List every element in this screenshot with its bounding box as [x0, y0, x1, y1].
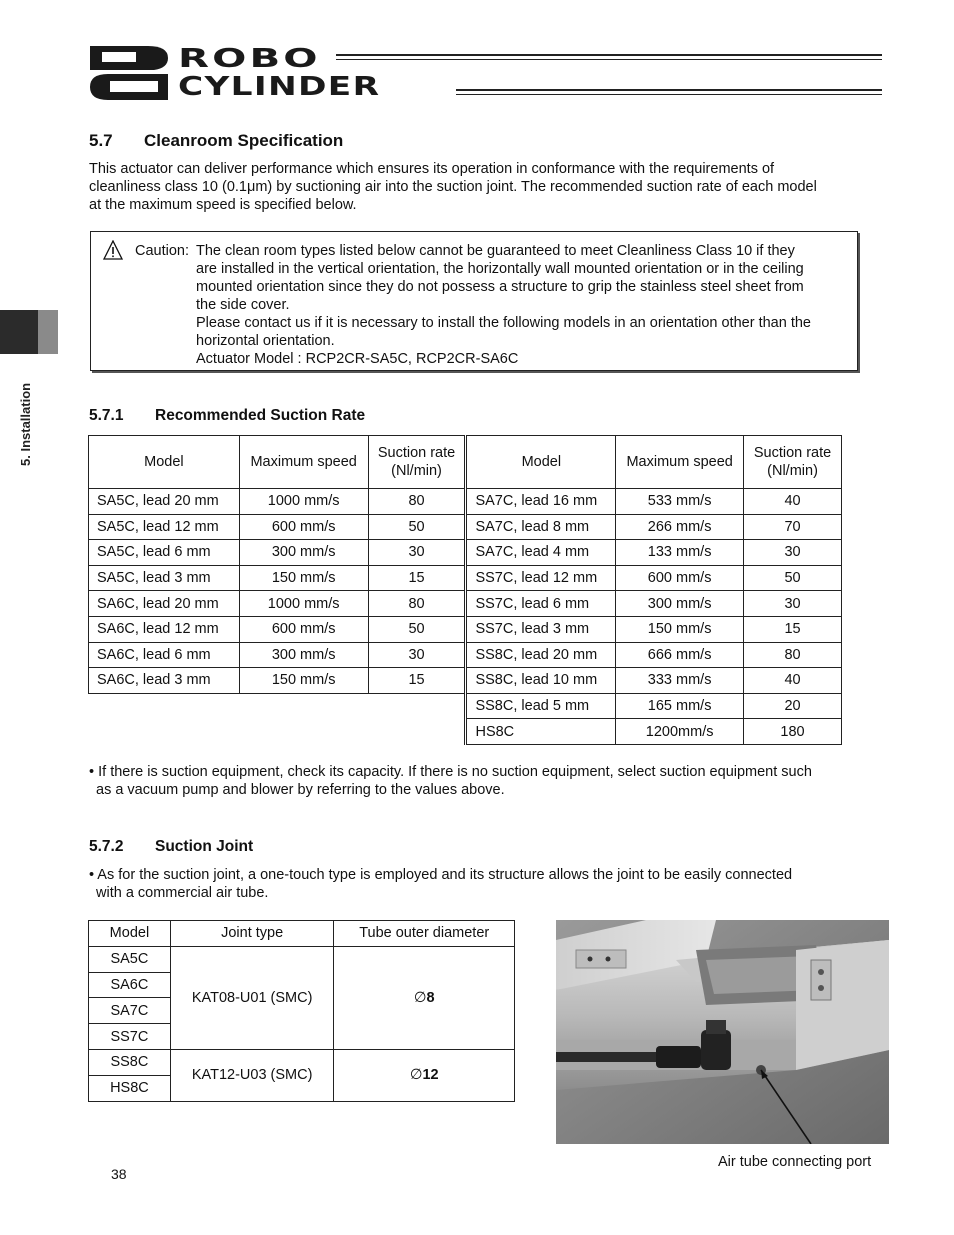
model-cell: SA7C, lead 8 mm — [466, 514, 616, 540]
max-speed-cell: 1000 mm/s — [239, 489, 368, 515]
section-title: Cleanroom Specification — [144, 131, 344, 150]
suction-rate-table — [88, 435, 842, 745]
max-speed-cell: 533 mm/s — [616, 489, 744, 515]
section-intro — [89, 160, 879, 214]
suction-rate-cell: 20 — [744, 693, 842, 719]
model-cell: SA5C, lead 6 mm — [89, 540, 240, 566]
suction-rate-cell: 40 — [744, 668, 842, 694]
max-speed-cell: 600 mm/s — [239, 514, 368, 540]
warning-icon — [103, 240, 123, 260]
note-line: with a commercial air tube. — [96, 885, 269, 901]
model-cell: SA5C — [89, 946, 171, 972]
intro-line: at the maximum speed is specified below. — [89, 197, 357, 213]
empty-cell — [239, 693, 368, 719]
suction-rate-cell: 30 — [744, 540, 842, 566]
max-speed-cell: 1200mm/s — [616, 719, 744, 745]
table-row — [89, 693, 842, 719]
table-row — [89, 514, 842, 540]
model-cell: SS8C, lead 5 mm — [466, 693, 616, 719]
caution-line: Please contact us if it is necessary to install the following models in an orientation other than the — [196, 315, 811, 331]
suction-rate-cell: 50 — [368, 514, 466, 540]
header-model: Model — [89, 921, 171, 947]
subsection-heading-suction-rate — [89, 407, 365, 425]
table-row — [89, 719, 842, 745]
max-speed-cell: 150 mm/s — [239, 668, 368, 694]
intro-line: cleanliness class 10 (0.1μm) by suctioning air into the suction joint. The recommended suction rate of each model — [89, 179, 817, 195]
subsection-title: Suction Joint — [155, 838, 254, 855]
table-row — [89, 489, 842, 515]
chapter-tab — [0, 310, 58, 354]
header-max-speed: Maximum speed — [616, 436, 744, 489]
model-cell: SS8C — [89, 1049, 171, 1075]
diameter-cell: ∅8 — [334, 946, 515, 1049]
table-row — [89, 668, 842, 694]
section-number: 5.7 — [89, 131, 113, 150]
max-speed-cell: 150 mm/s — [616, 616, 744, 642]
caution-line: horizontal orientation. — [196, 333, 335, 349]
empty-cell — [368, 693, 466, 719]
photo-caption: Air tube connecting port — [718, 1154, 872, 1170]
suction-rate-cell: 40 — [744, 489, 842, 515]
model-cell: SA6C, lead 6 mm — [89, 642, 240, 668]
table-row — [89, 540, 842, 566]
table-row — [89, 565, 842, 591]
model-cell: SA5C, lead 20 mm — [89, 489, 240, 515]
max-speed-cell: 300 mm/s — [616, 591, 744, 617]
model-cell: SA7C, lead 4 mm — [466, 540, 616, 566]
header-model: Model — [89, 436, 240, 489]
suction-joint-table — [88, 920, 515, 1102]
model-cell: SA7C — [89, 998, 171, 1024]
header-suction-rate: Suction rate (Nl/min) — [744, 436, 842, 489]
section-heading — [89, 131, 343, 151]
caution-box — [90, 231, 858, 371]
note-line: • If there is suction equipment, check its capacity. If there is no suction equipment, select suction equipment such — [89, 764, 812, 780]
joint-type-cell: KAT12-U03 (SMC) — [170, 1049, 334, 1101]
subsection-number: 5.7.1 — [89, 407, 124, 424]
suction-rate-cell: 30 — [744, 591, 842, 617]
suction-note — [89, 763, 879, 799]
max-speed-cell: 300 mm/s — [239, 540, 368, 566]
model-cell: SA6C, lead 12 mm — [89, 616, 240, 642]
suction-rate-cell: 50 — [744, 565, 842, 591]
model-cell: SA6C — [89, 972, 171, 998]
table-header-row — [89, 921, 515, 947]
suction-rate-cell: 15 — [368, 668, 466, 694]
note-line: as a vacuum pump and blower by referring to the values above. — [96, 782, 505, 798]
max-speed-cell: 333 mm/s — [616, 668, 744, 694]
max-speed-cell: 600 mm/s — [616, 565, 744, 591]
table-row — [89, 616, 842, 642]
max-speed-cell: 666 mm/s — [616, 642, 744, 668]
suction-rate-cell: 80 — [368, 489, 466, 515]
empty-cell — [239, 719, 368, 745]
model-cell: SA7C, lead 16 mm — [466, 489, 616, 515]
header-rule-top — [336, 54, 882, 56]
note-line: • As for the suction joint, a one-touch type is employed and its structure allows the joint to be easily connected — [89, 867, 793, 883]
empty-cell — [368, 719, 466, 745]
joint-note — [89, 866, 879, 902]
page-number: 38 — [111, 1166, 127, 1182]
max-speed-cell: 133 mm/s — [616, 540, 744, 566]
max-speed-cell: 1000 mm/s — [239, 591, 368, 617]
subsection-title: Recommended Suction Rate — [155, 407, 366, 424]
caution-line: the side cover. — [196, 297, 290, 313]
header-rule-top-thin — [336, 59, 882, 60]
model-cell: SS8C, lead 10 mm — [466, 668, 616, 694]
suction-rate-cell: 15 — [744, 616, 842, 642]
logo-text-robo: ROBO — [178, 44, 321, 74]
model-cell: HS8C — [466, 719, 616, 745]
header-max-speed: Maximum speed — [239, 436, 368, 489]
suction-rate-cell: 30 — [368, 642, 466, 668]
caution-line: The clean room types listed below cannot be guaranteed to meet Cleanliness Class 10 if they — [196, 243, 795, 259]
model-cell: SA5C, lead 3 mm — [89, 565, 240, 591]
model-cell: SA5C, lead 12 mm — [89, 514, 240, 540]
header-rule-bottom-thin — [456, 94, 882, 95]
model-cell: SS7C — [89, 1024, 171, 1050]
caution-label: Caution: — [135, 243, 190, 259]
suction-rate-cell: 30 — [368, 540, 466, 566]
max-speed-cell: 266 mm/s — [616, 514, 744, 540]
max-speed-cell: 165 mm/s — [616, 693, 744, 719]
header-rule-bottom — [456, 89, 882, 91]
actuator-photo — [556, 920, 889, 1144]
max-speed-cell: 150 mm/s — [239, 565, 368, 591]
caution-line: mounted orientation since they do not possess a structure to grip the stainless steel sheet from — [196, 279, 804, 295]
table-row — [89, 591, 842, 617]
model-cell: SA6C, lead 3 mm — [89, 668, 240, 694]
model-cell: SS7C, lead 3 mm — [466, 616, 616, 642]
chapter-label: 5. Installation — [18, 382, 33, 466]
header-tube-diameter: Tube outer diameter — [334, 921, 515, 947]
model-cell: SS7C, lead 6 mm — [466, 591, 616, 617]
empty-cell — [89, 693, 240, 719]
joint-type-cell: KAT08-U01 (SMC) — [170, 946, 334, 1049]
header-model: Model — [466, 436, 616, 489]
intro-line: This actuator can deliver performance which ensures its operation in conformance with the requirements of — [89, 161, 775, 177]
empty-cell — [89, 719, 240, 745]
suction-rate-cell: 70 — [744, 514, 842, 540]
table-row — [89, 642, 842, 668]
table-row — [89, 946, 515, 972]
suction-rate-cell: 180 — [744, 719, 842, 745]
suction-rate-cell: 15 — [368, 565, 466, 591]
subsection-number: 5.7.2 — [89, 838, 124, 855]
subsection-heading-suction-joint — [89, 838, 253, 856]
max-speed-cell: 300 mm/s — [239, 642, 368, 668]
max-speed-cell: 600 mm/s — [239, 616, 368, 642]
header-joint-type: Joint type — [170, 921, 334, 947]
caution-line: are installed in the vertical orientation, the horizontally wall mounted orientation or in the ceiling — [196, 261, 804, 277]
model-cell: SS7C, lead 12 mm — [466, 565, 616, 591]
table-row — [89, 1049, 515, 1075]
header-suction-rate: Suction rate (Nl/min) — [368, 436, 466, 489]
model-cell: HS8C — [89, 1075, 171, 1101]
caution-text — [196, 242, 856, 368]
suction-rate-cell: 80 — [368, 591, 466, 617]
logo-text-cylinder: CYLINDER — [178, 72, 381, 102]
model-cell: SA6C, lead 20 mm — [89, 591, 240, 617]
caution-line: Actuator Model : RCP2CR-SA5C, RCP2CR-SA6C — [196, 351, 519, 367]
diameter-cell: ∅12 — [334, 1049, 515, 1101]
suction-rate-cell: 50 — [368, 616, 466, 642]
model-cell: SS8C, lead 20 mm — [466, 642, 616, 668]
suction-rate-cell: 80 — [744, 642, 842, 668]
table-header-row — [89, 436, 842, 489]
rc-logo-icon — [88, 44, 170, 102]
